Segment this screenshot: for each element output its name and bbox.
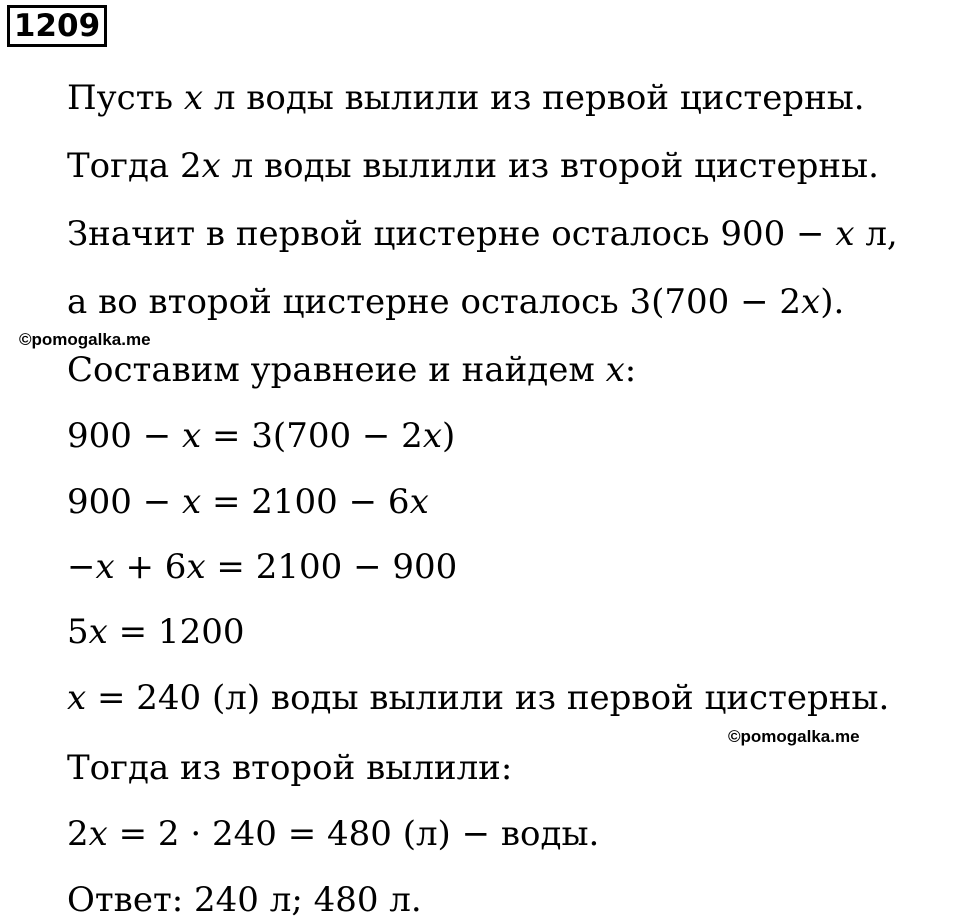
- math-variable: x: [95, 547, 115, 587]
- math-variable: x: [422, 416, 443, 456]
- text-segment: = 1200: [107, 612, 245, 652]
- solution-line: [67, 146, 879, 186]
- text-segment: :: [624, 350, 637, 390]
- text-segment: 5: [67, 612, 89, 652]
- math-variable: x: [186, 547, 206, 587]
- math-variable: x: [182, 416, 202, 456]
- text-segment: 900 −: [67, 416, 182, 456]
- text-segment: л воды вылили из второй цистерны.: [220, 146, 879, 186]
- text-segment: Пусть: [67, 78, 184, 118]
- math-variable: x: [88, 612, 108, 652]
- text-segment: 900 −: [67, 482, 182, 522]
- text-segment: л воды вылили из первой цистерны.: [203, 78, 865, 118]
- text-segment: = 2 · 240 = 480 (л) − воды.: [107, 814, 600, 854]
- text-segment: −: [67, 547, 96, 587]
- solution-line: [67, 880, 422, 920]
- solution-line: [67, 678, 889, 718]
- text-segment: Составим уравнеие и найдем: [67, 350, 606, 390]
- text-segment: Значит в первой цистерне осталось 900 −: [67, 214, 836, 254]
- text-segment: 2: [67, 814, 89, 854]
- text-segment: Ответ: 240 л; 480 л.: [67, 880, 422, 920]
- solution-line: [67, 282, 844, 322]
- solution-line: [67, 482, 429, 522]
- watermark: ©pomogalka.me: [728, 727, 860, 746]
- math-variable: x: [801, 282, 821, 322]
- math-variable: x: [605, 350, 625, 390]
- text-segment: ).: [820, 282, 845, 322]
- solution-line: [67, 612, 244, 652]
- text-segment: а во второй цистерне осталось 3(700 − 2: [67, 282, 802, 322]
- solution-line: [67, 416, 455, 456]
- solution-line: [67, 78, 865, 118]
- text-segment: Тогда 2: [67, 146, 202, 186]
- text-segment: Тогда из второй вылили:: [67, 748, 513, 788]
- solution-line: [67, 748, 512, 788]
- math-variable: x: [88, 814, 108, 854]
- text-segment: = 240 (л) воды вылили из первой цистерны.: [86, 678, 890, 718]
- text-segment: + 6: [114, 547, 187, 587]
- solution-line: [67, 547, 457, 587]
- solution-line: [67, 214, 898, 254]
- text-segment: л,: [854, 214, 898, 254]
- watermark: ©pomogalka.me: [19, 330, 151, 349]
- text-segment: ): [442, 416, 456, 456]
- solution-line: [67, 814, 599, 854]
- text-segment: = 2100 − 6: [201, 482, 410, 522]
- task-number-box: 1209: [7, 5, 107, 47]
- math-variable: x: [182, 482, 202, 522]
- text-segment: = 3(700 − 2: [201, 416, 423, 456]
- solution-line: [67, 350, 636, 390]
- math-variable: x: [835, 214, 855, 254]
- math-variable: x: [183, 78, 204, 118]
- math-variable: x: [201, 146, 221, 186]
- text-segment: = 2100 − 900: [205, 547, 458, 587]
- math-variable: x: [409, 482, 429, 522]
- math-variable: x: [67, 678, 87, 718]
